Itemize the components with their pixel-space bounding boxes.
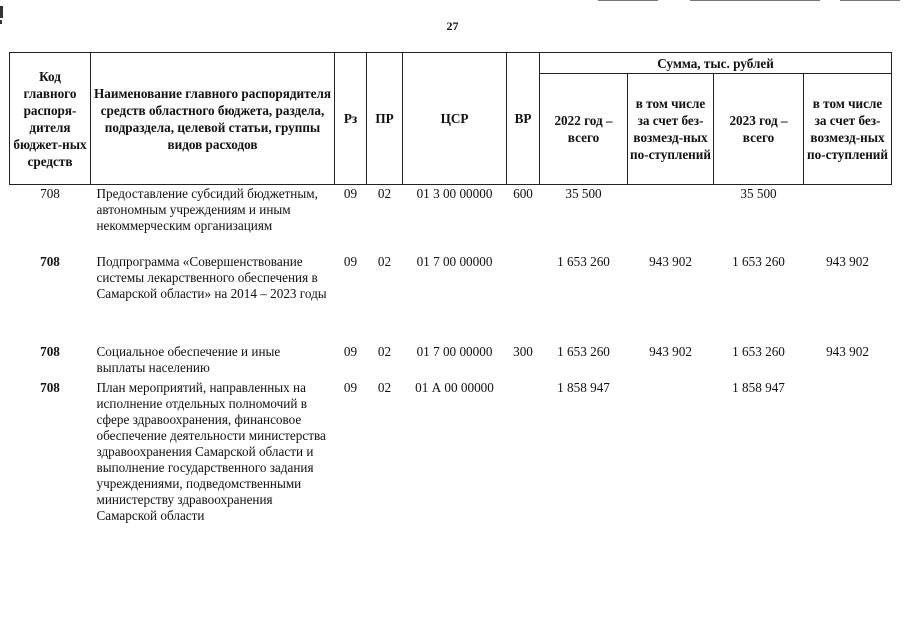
row-code: 708	[40, 380, 60, 395]
header-2022-grants: в том числе за счет без-возмезд-ных по-ступлений	[628, 74, 714, 185]
table-row	[10, 253, 892, 343]
scan-margin-mark	[0, 6, 3, 18]
row-2022-total: 1 858 947	[557, 380, 610, 395]
scan-edge-line	[840, 0, 900, 1]
row-pr: 02	[377, 380, 392, 395]
row-name: Социальное обеспечение и иные выплаты населению	[96, 344, 281, 375]
header-sum-group: Сумма, тыс. рублей	[540, 53, 892, 74]
row-code: 708	[40, 186, 60, 201]
row-name: Предоставление субсидий бюджетным, автономным учреждениям и иным некоммерческим организациям	[96, 186, 318, 233]
row-rz: 09	[343, 254, 358, 269]
header-csr: ЦСР	[403, 53, 507, 185]
row-vr: 300	[513, 344, 533, 359]
row-csr: 01 7 00 00000	[416, 344, 493, 359]
row-vr: 600	[513, 186, 533, 201]
row-2023-total: 1 858 947	[732, 380, 785, 395]
scan-edge-line	[598, 0, 658, 1]
row-2022-grants: 943 902	[649, 344, 692, 359]
header-2023-grants: в том числе за счет без-возмезд-ных по-ступлений	[804, 74, 892, 185]
row-rz: 09	[343, 380, 358, 395]
row-2022-grants: 943 902	[649, 254, 692, 269]
row-vr	[507, 253, 540, 343]
header-name: Наименование главного распорядителя средств областного бюджета, раздела, подраздела, целевой статьи, группы видов расходов	[91, 53, 335, 185]
row-2022-total: 1 653 260	[557, 254, 610, 269]
row-2023-total: 35 500	[740, 186, 777, 201]
budget-table	[9, 52, 892, 525]
row-2023-grants	[804, 185, 892, 254]
row-2023-grants: 943 902	[826, 344, 869, 359]
row-csr: 01 7 00 00000	[416, 254, 493, 269]
row-name: Подпрограмма «Совершенствование системы лекарственного обеспечения в Самарской области» на 2014 – 2023 годы	[96, 254, 327, 301]
row-pr: 02	[377, 254, 392, 269]
row-pr: 02	[377, 186, 392, 201]
header-vr: ВР	[507, 53, 540, 185]
row-name: План мероприятий, направленных на исполнение отдельных полномочий в сфере здравоохранения, финансовое обеспечение деятельности министерства здравоохранения Самарской области и выполнение государственного задания учреждениями, подведомственными министерству здравоохранения Самарской области	[96, 380, 326, 523]
header-pr: ПР	[367, 53, 403, 185]
page-number: 27	[446, 19, 459, 33]
row-rz: 09	[343, 186, 358, 201]
row-csr: 01 А 00 00000	[415, 380, 494, 395]
table-row	[10, 379, 892, 525]
row-vr	[507, 379, 540, 525]
header-2023-total: 2023 год – всего	[714, 74, 804, 185]
row-2022-grants	[628, 185, 714, 254]
table-row	[10, 343, 892, 379]
row-2022-total: 1 653 260	[557, 344, 610, 359]
row-csr: 01 3 00 00000	[416, 186, 493, 201]
row-2023-total: 1 653 260	[732, 344, 785, 359]
row-2023-total: 1 653 260	[732, 254, 785, 269]
row-rz: 09	[343, 344, 358, 359]
row-code: 708	[40, 344, 60, 359]
header-rz: Рз	[335, 53, 367, 185]
row-pr: 02	[377, 344, 392, 359]
row-2023-grants	[804, 379, 892, 525]
row-2023-grants: 943 902	[826, 254, 869, 269]
row-2022-total: 35 500	[565, 186, 602, 201]
row-code: 708	[40, 254, 60, 269]
table-row	[10, 185, 892, 254]
header-2022-total: 2022 год – всего	[540, 74, 628, 185]
row-2022-grants	[628, 379, 714, 525]
scan-edge-line	[690, 0, 820, 1]
header-code: Код главного распоря-дителя бюджет-ных средств	[10, 53, 91, 185]
